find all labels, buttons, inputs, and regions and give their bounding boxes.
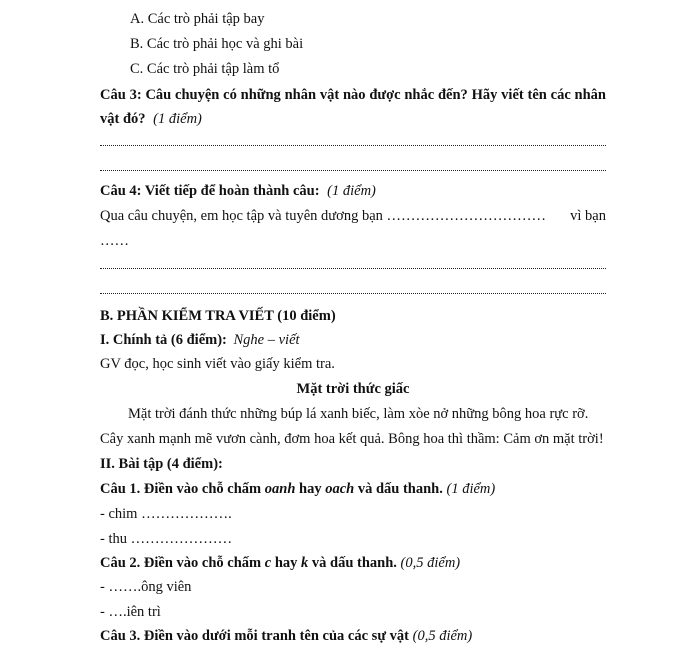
ex2-mid: hay: [274, 555, 298, 571]
ex3-points: (0,5 điểm): [412, 628, 473, 644]
ex1-mid: hay: [299, 481, 322, 497]
ex1-pre: Câu 1. Điền vào chỗ chấm: [100, 481, 262, 497]
chinh-ta-label: I. Chính tả (6 điểm):: [100, 332, 227, 348]
ex2-question: [100, 554, 460, 572]
passage-line-1: Mặt trời đánh thức những búp lá xanh biếc, làm xòe nở những bông hoa rực rỡ.: [128, 406, 589, 422]
passage-title: Mặt trời thức giấc: [296, 381, 410, 397]
q4-question: [100, 182, 376, 200]
ex3-question: [100, 627, 472, 645]
q3-question-line1: Câu 3: Câu chuyện có những nhân vật nào được nhắc đến? Hãy viết tên các nhân: [100, 87, 606, 103]
answer-line: [100, 145, 606, 146]
answer-line: [100, 170, 606, 171]
answer-line: [100, 293, 606, 294]
q4-sentence-end: vì bạn: [570, 208, 606, 224]
ex2-pre: Câu 2. Điền vào chỗ chấm: [100, 555, 262, 571]
ex2-points: (0,5 điểm): [400, 555, 461, 571]
ex1-post: và dấu thanh.: [357, 481, 443, 497]
option-c: C. Các trò phải tập làm tổ: [130, 61, 280, 77]
chinh-ta-mode: Nghe – viết: [233, 332, 300, 348]
ex2-word-2: k: [301, 555, 309, 571]
ex1-points: (1 điểm): [446, 481, 496, 497]
q4-sentence-start: Qua câu chuyện, em học tập và tuyên dương bạn ……………………………: [100, 208, 547, 224]
passage-line-2: Cây xanh mạnh mẽ vươn cành, đơm hoa kết quả. Bông hoa thì thầm: Cảm ơn mặt trời!: [100, 431, 604, 447]
instruction: GV đọc, học sinh viết vào giấy kiểm tra.: [100, 356, 335, 372]
q4-question-text: Câu 4: Viết tiếp để hoàn thành câu:: [100, 183, 320, 199]
q4-points: (1 điểm): [327, 183, 376, 199]
exercises-heading: II. Bài tập (4 điểm):: [100, 456, 223, 472]
option-b: B. Các trò phải học và ghi bài: [130, 36, 304, 52]
ex2-item-1: - …….ông viên: [100, 579, 192, 595]
ex3-text: Câu 3. Điền vào dưới mỗi tranh tên của các sự vật: [100, 628, 409, 644]
ex2-post: và dấu thanh.: [311, 555, 397, 571]
ex1-word-2: oach: [325, 481, 355, 497]
part-b-heading: B. PHẦN KIỂM TRA VIẾT (10 điểm): [100, 308, 336, 324]
q3-question-text: vật đó?: [100, 111, 146, 127]
ex1-question: [100, 480, 495, 498]
ex1-word-1: oanh: [264, 481, 296, 497]
chinh-ta-heading: [100, 331, 300, 349]
q4-sentence: [100, 207, 606, 225]
option-a: A. Các trò phải tập bay: [130, 11, 265, 27]
ex1-item-1: - chim ……………….: [100, 506, 232, 522]
q3-points: (1 điểm): [153, 111, 202, 127]
q3-question-line2: [100, 110, 202, 128]
answer-line: [100, 268, 606, 269]
ex1-item-2: - thu …………………: [100, 531, 233, 547]
q4-continuation: ……: [100, 233, 129, 249]
ex2-item-2: - ….iên trì: [100, 604, 161, 620]
ex2-word-1: c: [264, 555, 272, 571]
